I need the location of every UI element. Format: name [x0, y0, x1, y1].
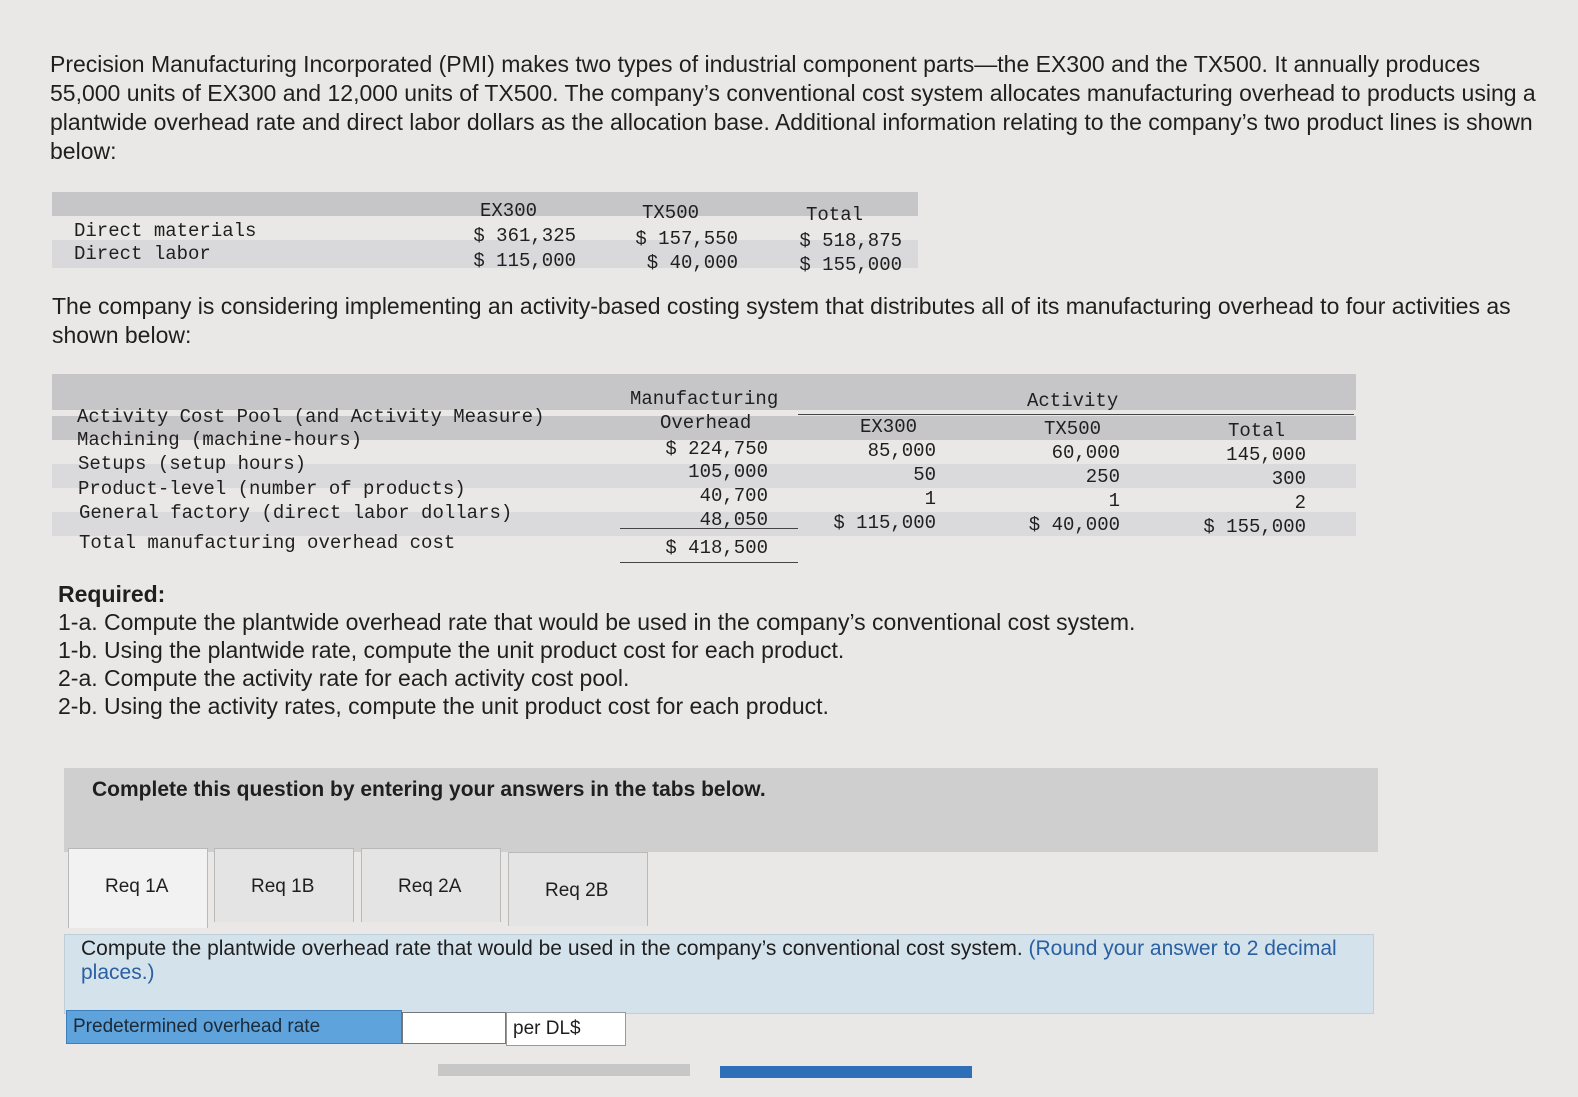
tab-label: Req 1A [105, 876, 169, 897]
header-moh-line1: Manufacturing [630, 388, 779, 410]
row-label-general-factory: General factory (direct labor dollars) [79, 502, 513, 524]
activity-cost-table [52, 374, 1356, 570]
cell-setups-ex300: 50 [913, 464, 936, 486]
cell-setups-total: 300 [1271, 468, 1306, 490]
required-item-2b: 2-b. Using the activity rates, compute the unit product cost for each product. [58, 693, 829, 719]
product-cost-table [52, 192, 918, 276]
row-label-direct-materials: Direct materials [74, 220, 257, 242]
header-total: Total [1228, 420, 1286, 442]
required-item-2a: 2-a. Compute the activity rate for each activity cost pool. [58, 665, 630, 691]
abc-intro: The company is considering implementing an activity-based costing system that distributes all of its manufacturing overhead to four activities as shown below: [52, 293, 1511, 348]
required-item-1a: 1-a. Compute the plantwide overhead rate that would be used in the company’s conventional cost system. [58, 609, 1136, 635]
cell-machining-tx500: 60,000 [1051, 442, 1120, 464]
cell-general-factory-tx500: $ 40,000 [1028, 514, 1120, 536]
header-tx500: TX500 [1044, 418, 1102, 440]
header-total: Total [806, 204, 864, 226]
answer-label: Predetermined overhead rate [73, 1016, 321, 1037]
cell-dm-tx500: $ 157,550 [635, 228, 738, 250]
header-activity-cost-pool: Activity Cost Pool (and Activity Measure) [77, 406, 545, 428]
row-label-machining: Machining (machine-hours) [77, 429, 363, 451]
cell-product-level-tx500: 1 [1108, 490, 1120, 512]
header-tx500: TX500 [642, 202, 700, 224]
answer-unit-cell [506, 1012, 626, 1046]
required-item-1b: 1-b. Using the plantwide rate, compute the unit product cost for each product. [58, 637, 845, 663]
cell-dl-tx500: $ 40,000 [646, 252, 738, 274]
cell-machining-ex300: 85,000 [867, 440, 936, 462]
tab-req-2a[interactable] [361, 848, 501, 922]
total-rule [620, 562, 798, 563]
question-main: Compute the plantwide overhead rate that would be used in the company’s conventional cost system. [81, 937, 1023, 960]
tab-req-2b[interactable] [508, 852, 648, 926]
required-section [58, 580, 1135, 720]
header-moh-line2: Overhead [660, 412, 752, 434]
cell-dm-total: $ 518,875 [799, 230, 902, 252]
header-activity: Activity [1027, 390, 1119, 412]
cell-setups-moh: 105,000 [688, 461, 768, 483]
question-box [64, 934, 1374, 1014]
rounding-note: (Round your answer to 2 decimal places.) [81, 937, 1337, 984]
subtotal-rule [620, 528, 798, 529]
problem-intro: Precision Manufacturing Incorporated (PMI) makes two types of industrial component parts—the EX300 and the TX500. It annually produces 55,000 units of EX300 and 12,000 units of TX500. The company’s conventional cost system allocates manufacturing overhead to products using a plantwide overhead rate and direct labor dollars as the allocation base. Additional information relating to the company’s two product lines is shown below: [50, 51, 1536, 164]
tab-label: Req 2B [545, 880, 609, 901]
cell-machining-total: 145,000 [1226, 444, 1306, 466]
tab-req-1a[interactable] [68, 848, 208, 928]
answer-label-cell [66, 1010, 402, 1044]
cell-product-level-total: 2 [1294, 492, 1306, 514]
instructions-panel [64, 768, 1378, 852]
instructions-text: Complete this question by entering your answers in the tabs below. [92, 778, 766, 801]
cell-general-factory-ex300: $ 115,000 [833, 512, 936, 534]
prev-button[interactable] [438, 1064, 690, 1076]
cell-general-factory-moh: 48,050 [699, 509, 768, 531]
tab-label: Req 1B [251, 876, 315, 897]
required-heading: Required: [58, 581, 166, 607]
question-text [81, 937, 1361, 985]
row-label-setups: Setups (setup hours) [78, 453, 307, 475]
cell-total-moh: $ 418,500 [665, 537, 768, 559]
row-label-product-level: Product-level (number of products) [78, 478, 466, 500]
cell-machining-moh: $ 224,750 [665, 438, 768, 460]
cell-setups-tx500: 250 [1085, 466, 1120, 488]
row-label-total-moh: Total manufacturing overhead cost [79, 532, 456, 554]
cell-product-level-ex300: 1 [924, 488, 936, 510]
overhead-rate-input[interactable] [402, 1012, 506, 1044]
cell-dl-ex300: $ 115,000 [473, 250, 576, 272]
row-label-direct-labor: Direct labor [74, 243, 211, 265]
header-ex300: EX300 [860, 416, 918, 438]
tab-label: Req 2A [398, 876, 462, 897]
answer-unit: per DL$ [513, 1018, 581, 1039]
cell-product-level-moh: 40,700 [699, 485, 768, 507]
cell-dl-total: $ 155,000 [799, 254, 902, 276]
cell-dm-ex300: $ 361,325 [473, 225, 576, 247]
cell-general-factory-total: $ 155,000 [1203, 516, 1306, 538]
tab-req-1b[interactable] [214, 848, 354, 922]
header-ex300: EX300 [480, 200, 538, 222]
next-button[interactable] [720, 1066, 972, 1078]
activity-rule [798, 414, 1354, 415]
